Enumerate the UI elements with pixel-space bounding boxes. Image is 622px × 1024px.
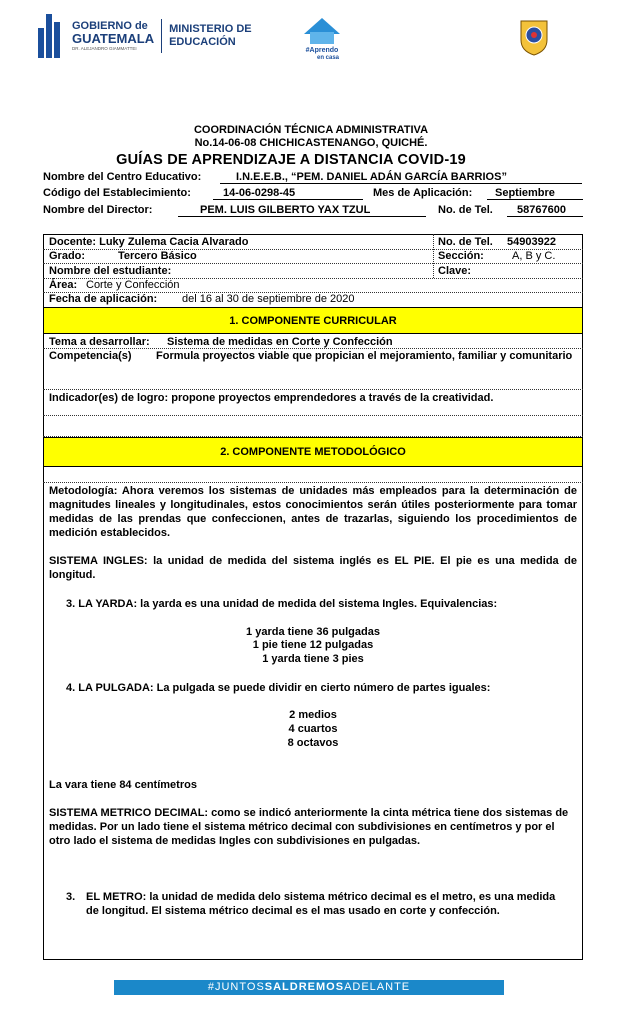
pulgada-div-3: 8 octavos xyxy=(287,737,339,749)
teacher-name: Docente: Luky Zulema Cacia Alvarado xyxy=(49,236,249,248)
teacher-tel-label: No. de Tel. xyxy=(438,236,493,248)
key-label: Clave: xyxy=(438,265,472,277)
title-coordination: COORDINACIÓN TÉCNICA ADMINISTRATIVA xyxy=(193,124,429,136)
month-value: Septiembre xyxy=(487,187,583,200)
title-address: No.14-06-08 CHICHICASTENANGO, QUICHÉ. xyxy=(194,137,428,149)
sistema-metrico-paragraph: SISTEMA METRICO DECIMAL: como se indicó anteriormente la cinta métrica tiene dos sistemas de medidas. Por un lado tiene el sistema métrico decimal con subdivisiones en centímetros y por el otro lado el sistema de medidas Ingles con subdivisiones en pulgadas. xyxy=(49,807,569,847)
juntos-saldremos-banner xyxy=(114,980,504,995)
metro-number: 3. xyxy=(66,891,76,903)
component-metodologico-band: 2. COMPONENTE METODOLÓGICO xyxy=(43,437,583,467)
section-value: A, B y C. xyxy=(512,250,556,262)
gov-line3: DR. ALEJANDRO GIAMMATTEI xyxy=(72,46,137,51)
metro-item: EL METRO: la unidad de medida delo sistema métrico decimal es el metro, es una medida de longitud. El sistema métrico decimal es el mas usado en corte y confección. xyxy=(86,891,556,917)
banner-part-2: SALDREMOS xyxy=(264,981,345,993)
grade-label: Grado: xyxy=(49,250,86,262)
component-curricular-band: 1. COMPONENTE CURRICULAR xyxy=(43,307,583,334)
gov-line1: GOBIERNO de xyxy=(72,20,148,32)
tema-value: Sistema de medidas en Corte y Confección xyxy=(167,336,393,348)
yarda-item: 3. LA YARDA: la yarda es una unidad de medida del sistema Ingles. Equivalencias: xyxy=(66,598,498,610)
pulgada-div-2: 4 cuartos xyxy=(288,723,338,735)
banner-part-3: ADELANTE xyxy=(344,981,411,993)
ministry-line2: EDUCACIÓN xyxy=(169,36,236,48)
director-value: PEM. LUIS GILBERTO YAX TZUL xyxy=(178,204,426,217)
title-guides: GUÍAS DE APRENDIZAJE A DISTANCIA COVID-19 xyxy=(116,152,466,168)
yarda-eq-1: 1 yarda tiene 36 pulgadas xyxy=(246,626,380,638)
competencia-value: Formula proyectos viable que propician el mejoramiento, familiar y comunitario xyxy=(156,350,573,362)
student-label: Nombre del estudiante: xyxy=(49,265,172,277)
aprendo-en-casa-logo xyxy=(298,14,346,60)
school-seal-icon xyxy=(518,18,550,56)
vara-text: La vara tiene 84 centímetros xyxy=(49,779,197,791)
teacher-tel-value: 54903922 xyxy=(507,236,556,248)
yarda-eq-3: 1 yarda tiene 3 pies xyxy=(262,653,364,665)
center-label: Nombre del Centro Educativo: xyxy=(43,171,202,183)
tel-value: 58767600 xyxy=(507,204,583,217)
sistema-ingles-paragraph: SISTEMA INGLES: la unidad de medida del sistema inglés es EL PIE. El pie es una medida de longitud. xyxy=(49,555,577,581)
pulgada-div-1: 2 medios xyxy=(289,709,337,721)
indicador-text: Indicador(es) de logro: propone proyectos emprendedores a través de la creatividad. xyxy=(49,392,494,404)
code-label: Código del Establecimiento: xyxy=(43,187,191,199)
date-label: Fecha de aplicación: xyxy=(49,293,158,305)
director-label: Nombre del Director: xyxy=(43,204,153,216)
date-value: del 16 al 30 de septiembre de 2020 xyxy=(182,293,355,305)
guatemala-mark-icon xyxy=(38,14,66,58)
section-label: Sección: xyxy=(438,250,484,262)
area-value: Corte y Confección xyxy=(86,279,180,291)
metodologia-paragraph: Metodología: Ahora veremos los sistemas de unidades más empleados para la determinación de magnitudes lineales y longitudinales, estos conocimientos serán útiles posteriormente para tomar medidas de las prendas que confeccionen, antes de trazarlas, siguiendo los procedimientos de medición establecidos. xyxy=(49,485,577,539)
svg-text:en casa: en casa xyxy=(316,55,340,60)
banner-part-1: #JUNTOS xyxy=(207,981,265,993)
ministry-line1: MINISTERIO DE xyxy=(169,23,252,35)
tema-label: Tema a desarrollar: xyxy=(49,336,150,348)
house-book-icon xyxy=(298,14,346,60)
logo-divider xyxy=(161,19,162,53)
pulgada-item: 4. LA PULGADA: La pulgada se puede dividir en cierto número de partes iguales: xyxy=(66,682,491,694)
code-value: 14-06-0298-45 xyxy=(213,187,363,200)
svg-text:#Aprendo: #Aprendo xyxy=(305,47,339,54)
area-label: Área: xyxy=(49,279,78,291)
gov-line2: GUATEMALA xyxy=(72,31,155,46)
grade-value: Tercero Básico xyxy=(118,250,197,262)
center-value: I.N.E.E.B., “PEM. DANIEL ADÁN GARCÍA BARRIOS” xyxy=(220,171,582,184)
government-logo xyxy=(38,12,252,60)
tel-label: No. de Tel. xyxy=(438,204,493,216)
competencia-label: Competencia(s) xyxy=(49,350,132,362)
month-label: Mes de Aplicación: xyxy=(373,187,473,199)
yarda-eq-2: 1 pie tiene 12 pulgadas xyxy=(252,639,374,651)
